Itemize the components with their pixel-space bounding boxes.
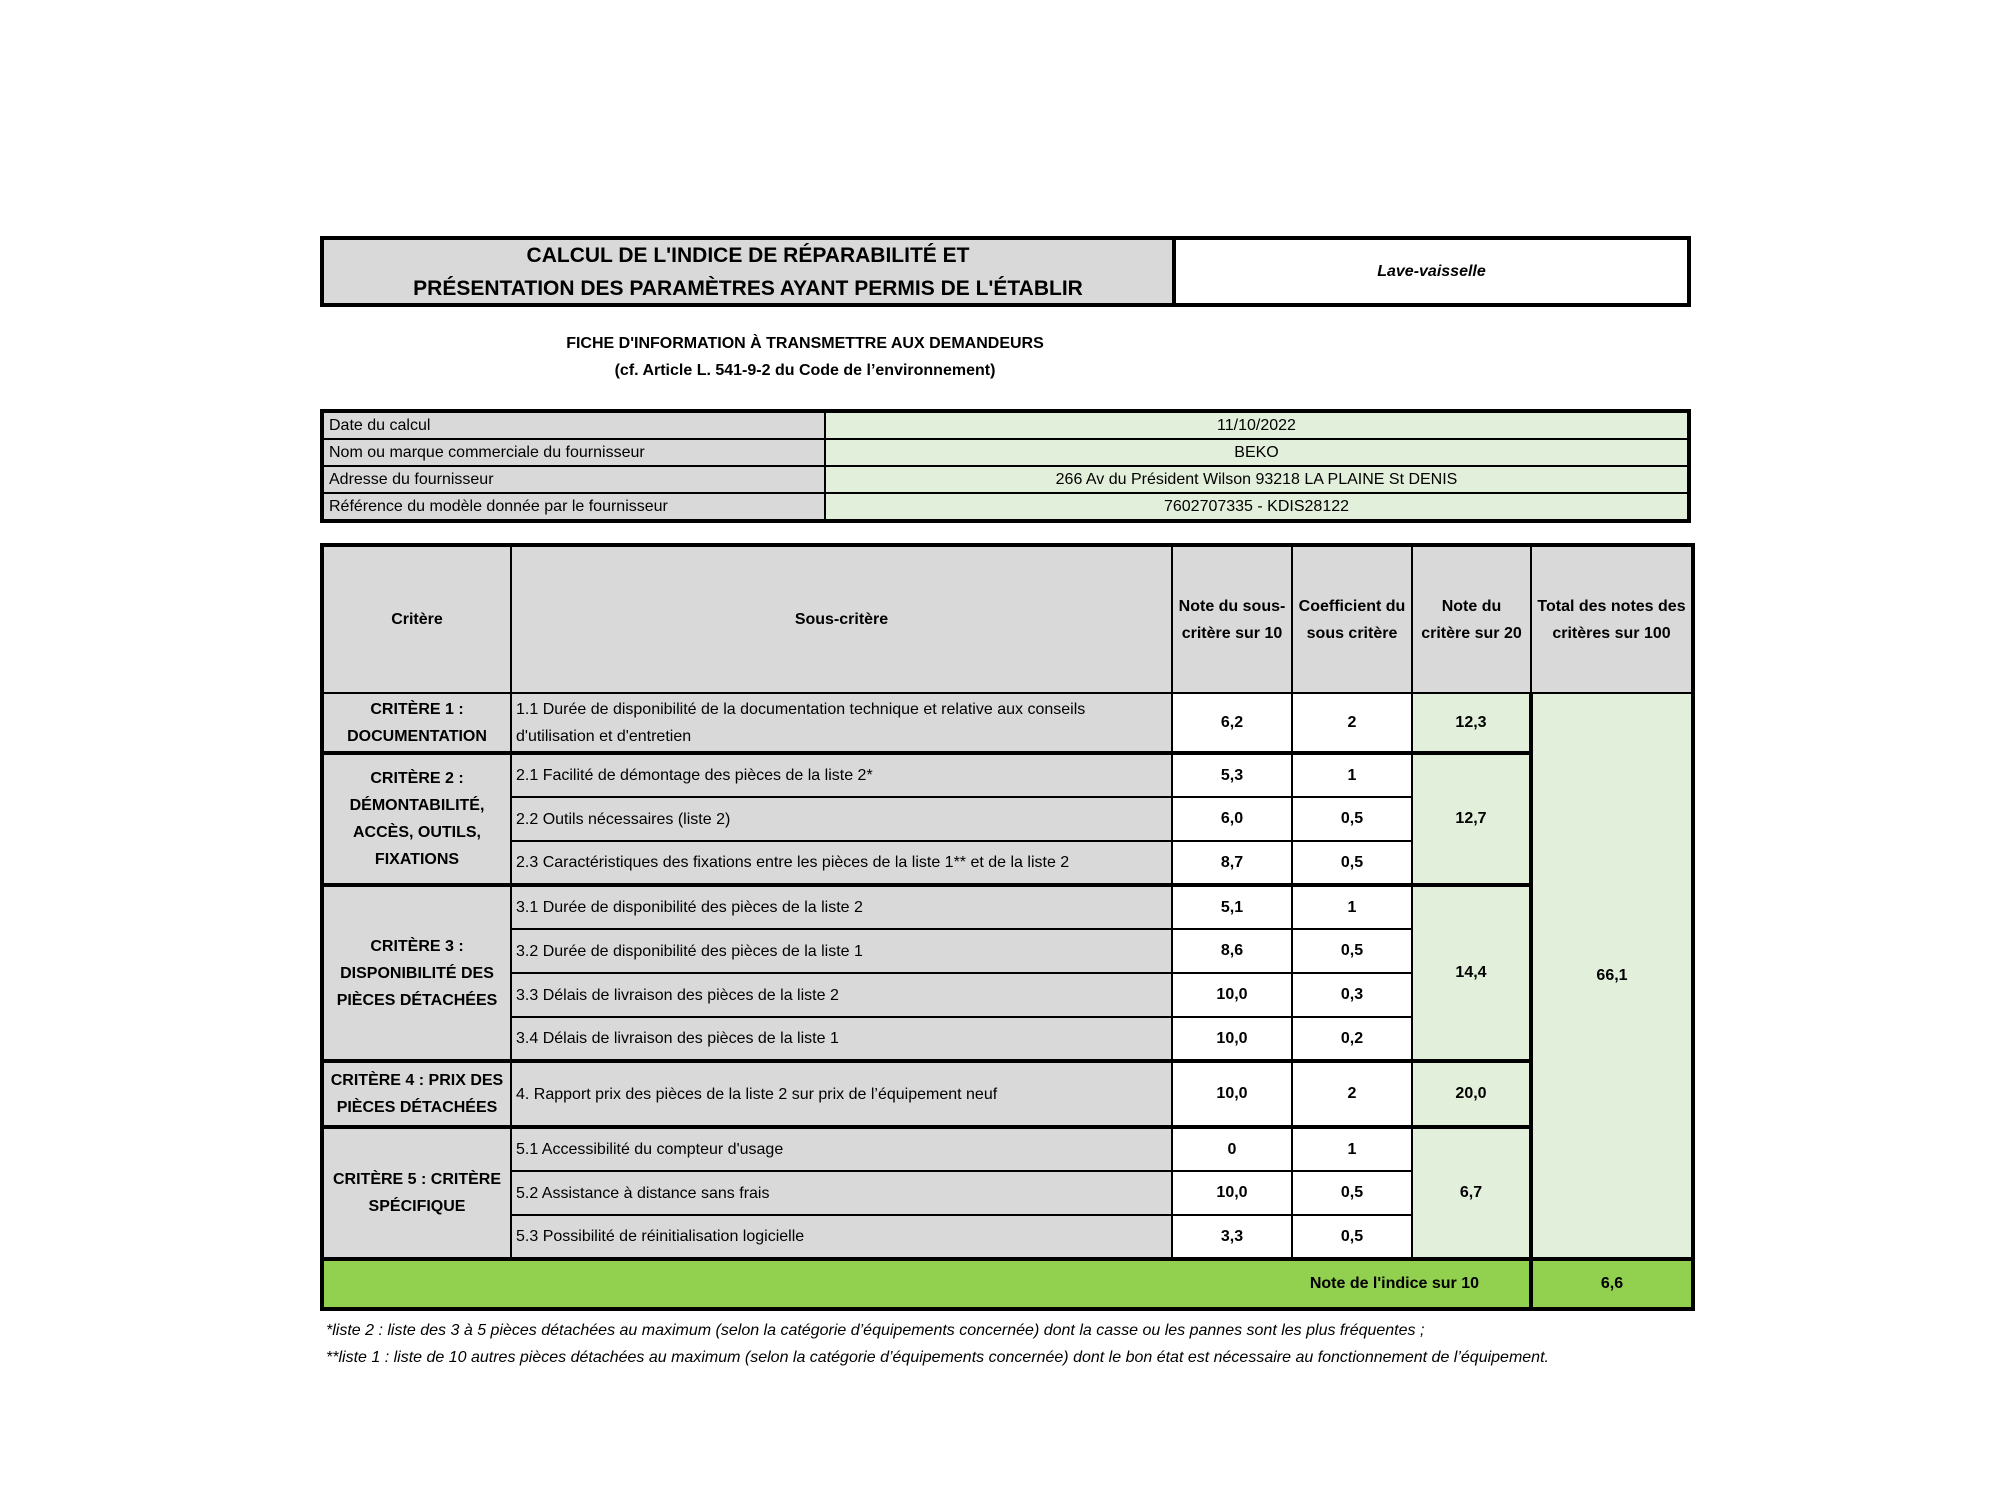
sub-criterion-coef: 0,3	[1292, 973, 1412, 1017]
fiche-line-1: FICHE D'INFORMATION À TRANSMETTRE AUX DEMANDEURS	[566, 335, 1044, 352]
col-header-total: Total des notes des critères sur 100	[1531, 545, 1693, 693]
info-label: Référence du modèle donnée par le fournisseur	[322, 493, 825, 521]
sub-criterion-note: 5,3	[1172, 753, 1292, 797]
sub-criterion-label: 5.1 Accessibilité du compteur d'usage	[511, 1127, 1172, 1171]
sub-criterion-note: 10,0	[1172, 973, 1292, 1017]
col-header-note-sous: Note du sous-critère sur 10	[1172, 545, 1292, 693]
col-header-coef: Coefficient du sous critère	[1292, 545, 1412, 693]
sub-criterion-coef: 0,5	[1292, 929, 1412, 973]
sub-criterion-label: 5.3 Possibilité de réinitialisation logicielle	[511, 1215, 1172, 1259]
title-line-2: PRÉSENTATION DES PARAMÈTRES AYANT PERMIS DE L'ÉTABLIR	[413, 276, 1083, 300]
sub-criterion-coef: 0,5	[1292, 1215, 1412, 1259]
table-row	[322, 1061, 1693, 1127]
sub-criterion-label: 2.3 Caractéristiques des fixations entre les pièces de la liste 1** et de la liste 2	[511, 841, 1172, 885]
sub-criterion-note: 8,7	[1172, 841, 1292, 885]
criterion-label: CRITÈRE 1 : DOCUMENTATION	[322, 693, 511, 753]
col-header-critere: Critère	[322, 545, 511, 693]
table-row	[322, 1127, 1693, 1171]
final-score-row	[322, 1259, 1693, 1309]
fiche-line-2: (cf. Article L. 541-9-2 du Code de l’environnement)	[614, 362, 996, 379]
criterion-note: 12,7	[1412, 753, 1531, 885]
header-box	[320, 236, 1691, 307]
criterion-note: 12,3	[1412, 693, 1531, 753]
sub-criterion-note: 0	[1172, 1127, 1292, 1171]
info-table	[320, 409, 1691, 523]
criterion-label: CRITÈRE 3 : DISPONIBILITÉ DES PIÈCES DÉTACHÉES	[322, 885, 511, 1061]
col-header-sous-critere: Sous-critère	[511, 545, 1172, 693]
table-row	[322, 753, 1693, 797]
title-line-1: CALCUL DE L'INDICE DE RÉPARABILITÉ ET	[526, 243, 970, 267]
footnote-liste-1: **liste 1 : liste de 10 autres pièces détachées au maximum (selon la catégorie d’équipements concernée) dont le bon état est nécessaire au fonctionnement de l’équipement.	[326, 1349, 1549, 1366]
sub-criterion-coef: 2	[1292, 1061, 1412, 1127]
product-category: Lave-vaisselle	[1176, 240, 1687, 303]
footnote-liste-2: *liste 2 : liste des 3 à 5 pièces détachées au maximum (selon la catégorie d’équipements concernée) dont la casse ou les pannes sont les plus fréquentes ;	[326, 1322, 1425, 1339]
final-score-label: Note de l'indice sur 10	[322, 1259, 1531, 1309]
sub-criterion-coef: 0,5	[1292, 797, 1412, 841]
info-row-date	[322, 411, 1689, 439]
sub-criterion-label: 3.2 Durée de disponibilité des pièces de la liste 1	[511, 929, 1172, 973]
fiche-subtitle	[0, 330, 1610, 384]
sub-criterion-label: 1.1 Durée de disponibilité de la documentation technique et relative aux conseils d'utilisation et d'entretien	[511, 693, 1172, 753]
criterion-note: 6,7	[1412, 1127, 1531, 1259]
sub-criterion-note: 3,3	[1172, 1215, 1292, 1259]
sub-criterion-note: 6,2	[1172, 693, 1292, 753]
sub-criterion-note: 10,0	[1172, 1171, 1292, 1215]
criterion-label: CRITÈRE 5 : CRITÈRE SPÉCIFIQUE	[322, 1127, 511, 1259]
info-row-address	[322, 466, 1689, 493]
sub-criterion-label: 2.1 Facilité de démontage des pièces de la liste 2*	[511, 753, 1172, 797]
info-label: Date du calcul	[322, 411, 825, 439]
sub-criterion-note: 5,1	[1172, 885, 1292, 929]
sub-criterion-note: 8,6	[1172, 929, 1292, 973]
sub-criterion-note: 10,0	[1172, 1017, 1292, 1061]
sub-criterion-coef: 0,2	[1292, 1017, 1412, 1061]
info-label: Adresse du fournisseur	[322, 466, 825, 493]
sub-criterion-coef: 0,5	[1292, 1171, 1412, 1215]
criterion-note: 14,4	[1412, 885, 1531, 1061]
sub-criterion-label: 3.1 Durée de disponibilité des pièces de la liste 2	[511, 885, 1172, 929]
footnotes	[326, 1317, 1696, 1371]
criterion-note: 20,0	[1412, 1061, 1531, 1127]
sub-criterion-note: 10,0	[1172, 1061, 1292, 1127]
sub-criterion-label: 4. Rapport prix des pièces de la liste 2 sur prix de l’équipement neuf	[511, 1061, 1172, 1127]
info-value: 266 Av du Président Wilson 93218 LA PLAINE St DENIS	[825, 466, 1689, 493]
repairability-table	[320, 543, 1695, 1311]
info-value: 7602707335 - KDIS28122	[825, 493, 1689, 521]
info-row-brand	[322, 439, 1689, 466]
table-row	[322, 885, 1693, 929]
info-value: 11/10/2022	[825, 411, 1689, 439]
sub-criterion-coef: 0,5	[1292, 841, 1412, 885]
info-value: BEKO	[825, 439, 1689, 466]
total-notes: 66,1	[1531, 693, 1693, 1259]
sub-criterion-label: 2.2 Outils nécessaires (liste 2)	[511, 797, 1172, 841]
sub-criterion-coef: 1	[1292, 1127, 1412, 1171]
sub-criterion-coef: 1	[1292, 753, 1412, 797]
document-title	[324, 240, 1176, 303]
sub-criterion-label: 3.3 Délais de livraison des pièces de la liste 2	[511, 973, 1172, 1017]
final-score-value: 6,6	[1531, 1259, 1693, 1309]
table-row	[322, 693, 1693, 753]
sub-criterion-coef: 1	[1292, 885, 1412, 929]
criterion-label: CRITÈRE 4 : PRIX DES PIÈCES DÉTACHÉES	[322, 1061, 511, 1127]
info-label: Nom ou marque commerciale du fournisseur	[322, 439, 825, 466]
sub-criterion-note: 6,0	[1172, 797, 1292, 841]
criterion-label: CRITÈRE 2 : DÉMONTABILITÉ, ACCÈS, OUTILS, FIXATIONS	[322, 753, 511, 885]
info-row-reference	[322, 493, 1689, 521]
sub-criterion-label: 3.4 Délais de livraison des pièces de la liste 1	[511, 1017, 1172, 1061]
sub-criterion-coef: 2	[1292, 693, 1412, 753]
sub-criterion-label: 5.2 Assistance à distance sans frais	[511, 1171, 1172, 1215]
col-header-note-critere: Note du critère sur 20	[1412, 545, 1531, 693]
